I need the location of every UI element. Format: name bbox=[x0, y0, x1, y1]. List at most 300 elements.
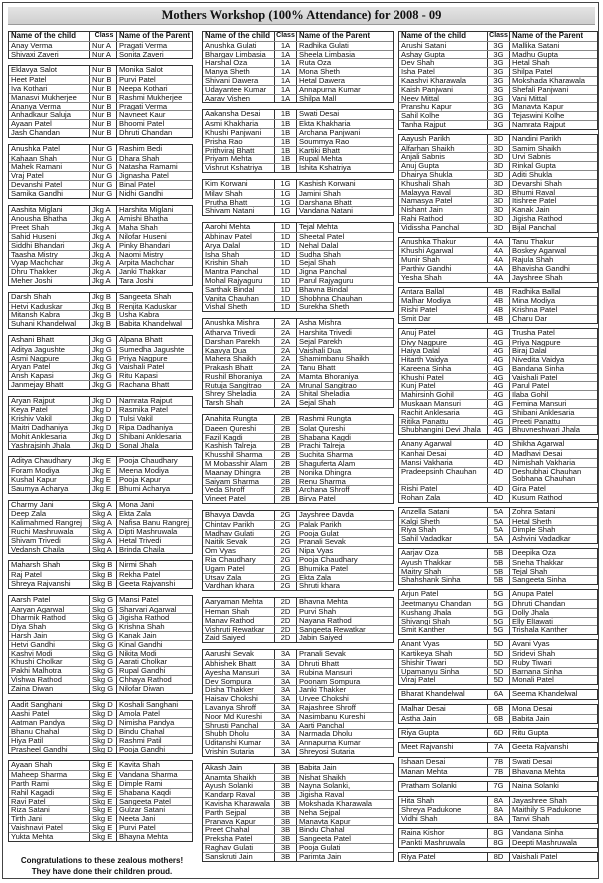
class-name: 2A bbox=[274, 382, 296, 390]
class-name: 2A bbox=[274, 338, 296, 346]
child-name: Ayaan Patel bbox=[11, 120, 52, 128]
child-name: Rohan Zala bbox=[401, 494, 441, 502]
parent-name: Hetal Trivedi bbox=[116, 537, 192, 545]
table-row bbox=[203, 146, 393, 155]
child-name: Vraj Patel bbox=[11, 172, 44, 180]
parent-name: Urvi Sabnis bbox=[509, 153, 597, 161]
parent-name: Nehal Dalal bbox=[296, 242, 393, 250]
table-row bbox=[9, 596, 192, 605]
child-name: Om Vyas bbox=[205, 547, 236, 556]
parent-name: Ekta Zala bbox=[116, 510, 192, 518]
class-name: Skg G bbox=[89, 632, 116, 640]
parent-name: Tulsi Vakil bbox=[116, 415, 192, 423]
table-row bbox=[203, 650, 393, 659]
parent-name: Dhruti Bhatt bbox=[296, 660, 393, 668]
table-row bbox=[9, 613, 192, 622]
child-name: Sahid Huseni bbox=[11, 232, 57, 241]
class-group-table bbox=[398, 439, 598, 503]
child-name: Lavanya Shroff bbox=[205, 703, 256, 712]
class-name: 4G bbox=[487, 400, 509, 408]
child-name: Shrusti Panchal bbox=[205, 721, 259, 730]
class-name: 3A bbox=[274, 748, 296, 756]
table-row bbox=[399, 534, 597, 543]
table-row bbox=[9, 761, 192, 770]
table-row bbox=[9, 823, 192, 832]
class-name: 2B bbox=[274, 478, 296, 486]
child-name: Vrishin Sutaria bbox=[205, 747, 255, 756]
table-row bbox=[9, 206, 192, 215]
table-row bbox=[203, 250, 393, 259]
child-name: Prithviraj Bhatt bbox=[205, 146, 255, 155]
class-name: 1B bbox=[274, 120, 296, 128]
table-row bbox=[399, 329, 597, 338]
table-row bbox=[399, 640, 597, 649]
class-name: Skg G bbox=[89, 623, 116, 631]
parent-name: Rasmika Patel bbox=[116, 406, 192, 414]
child-name: Aarsh Patel bbox=[11, 595, 51, 604]
table-row bbox=[399, 273, 597, 282]
parent-name: Archana Shroff bbox=[296, 486, 393, 494]
parent-name: Parimta Jain bbox=[296, 853, 393, 861]
class-group-table bbox=[202, 414, 394, 504]
class-name: Jkg A bbox=[89, 206, 116, 215]
class-name: 4G bbox=[487, 426, 509, 434]
class-name: 5D bbox=[487, 659, 509, 667]
table-row bbox=[203, 808, 393, 817]
child-name: Munir Shah bbox=[401, 256, 440, 264]
class-name: Jkg B bbox=[89, 293, 116, 302]
class-name: 3D bbox=[487, 145, 509, 153]
parent-name: Nimishah Vakharia bbox=[509, 459, 597, 467]
class-name: 4G bbox=[487, 339, 509, 347]
parent-name: Nirmi Shah bbox=[116, 561, 192, 570]
class-name: Nur B bbox=[89, 66, 116, 75]
header-parent-name: Name of the Parent bbox=[116, 32, 192, 41]
table-row bbox=[399, 179, 597, 188]
table-row bbox=[9, 579, 192, 588]
table-row bbox=[203, 319, 393, 328]
class-name: Jkg A bbox=[89, 242, 116, 250]
class-name: 1B bbox=[274, 129, 296, 137]
class-name: 8A bbox=[487, 797, 509, 806]
child-name: Aarav Vishen bbox=[205, 94, 251, 103]
child-name: Pranava Kapur bbox=[205, 817, 256, 826]
parent-name: Shaguferta Alam bbox=[296, 460, 393, 468]
parent-name: Brinda Chaila bbox=[116, 546, 192, 554]
child-name: Ayaan Shah bbox=[11, 761, 53, 770]
child-name: Rahil Kagadi bbox=[11, 788, 55, 797]
child-name: Aditya Chaudhary bbox=[11, 457, 72, 466]
class-group-table bbox=[8, 456, 193, 493]
table-row bbox=[203, 459, 393, 468]
child-name: Pakhi Malhotra bbox=[11, 667, 62, 675]
parent-name: Suchita Sharma bbox=[296, 451, 393, 459]
class-name: 5G bbox=[487, 618, 509, 626]
child-name: Utsav Zala bbox=[205, 573, 242, 582]
child-name: Maitri Dadhaniya bbox=[11, 424, 68, 432]
table-row bbox=[399, 782, 597, 791]
attendance-column-2 bbox=[202, 31, 394, 862]
child-name: Sahil Vadadkar bbox=[401, 535, 452, 544]
parent-name: Bindu Chahal bbox=[296, 826, 393, 834]
table-row bbox=[399, 549, 597, 558]
child-name: Vidissha Panchal bbox=[401, 223, 460, 232]
child-name: Janmejay Bhatt bbox=[11, 380, 64, 389]
table-row bbox=[399, 484, 597, 493]
class-name: 2G bbox=[274, 565, 296, 573]
table-row bbox=[399, 675, 597, 684]
class-name: 2B bbox=[274, 469, 296, 477]
parent-name: Shreyosi Sutaria bbox=[296, 748, 393, 756]
class-name: 8D bbox=[487, 853, 509, 862]
parent-name: Koshali Sanghani bbox=[116, 701, 192, 710]
class-name: Jkg D bbox=[89, 406, 116, 414]
table-row bbox=[9, 484, 192, 493]
child-name: Parth Sejpal bbox=[205, 808, 247, 817]
child-name: Preet Chahal bbox=[205, 826, 250, 835]
class-name: 1D bbox=[274, 223, 296, 232]
parent-name: Aarti Panchal bbox=[296, 722, 393, 730]
table-row bbox=[9, 605, 192, 614]
parent-name: Annapurna Kumar bbox=[296, 86, 393, 94]
class-name: 7B bbox=[487, 768, 509, 776]
parent-name: Femina Mansuri bbox=[509, 400, 597, 408]
parent-name: Tanu Bhatt bbox=[296, 364, 393, 372]
class-name: 7B bbox=[487, 758, 509, 767]
parent-name: Bijal Panchal bbox=[509, 224, 597, 232]
parent-name: Mokshada Kharawala bbox=[296, 800, 393, 808]
child-name: Sarthak Bindal bbox=[205, 285, 255, 294]
child-name: Kanhai Desai bbox=[401, 450, 447, 458]
parent-name: Vandana Natani bbox=[296, 207, 393, 215]
table-row bbox=[9, 267, 192, 276]
parent-name: Mamta Bhoraniya bbox=[296, 373, 393, 381]
parent-name: Darshana Bhatt bbox=[296, 199, 393, 207]
child-name: Hetvi Gandhi bbox=[11, 640, 55, 649]
parent-name: Ritu Gupta bbox=[509, 729, 597, 738]
class-name: 2G bbox=[274, 538, 296, 546]
parent-name: Ishita Kshatriya bbox=[296, 164, 393, 172]
parent-name: Tejal Mehta bbox=[296, 223, 393, 232]
class-name: 4G bbox=[487, 382, 509, 390]
table-row bbox=[9, 84, 192, 93]
child-name: Vishruti Rewatkar bbox=[205, 625, 265, 634]
parent-name: Vandana Sharma bbox=[116, 771, 192, 779]
class-name: 3A bbox=[274, 722, 296, 730]
table-row bbox=[203, 346, 393, 355]
parent-name: Mona Sheth bbox=[296, 68, 393, 76]
child-name: Maitry Shah bbox=[401, 567, 442, 576]
child-name: Anushka Thakur bbox=[401, 237, 457, 246]
child-name: Ayush Solanki bbox=[205, 782, 253, 791]
header-class: Class bbox=[487, 32, 509, 41]
child-name: Kalgi Sheth bbox=[401, 517, 440, 526]
parent-name: Monali Patel bbox=[509, 676, 597, 684]
class-name: Jkg A bbox=[89, 268, 116, 276]
parent-name: Hetal Sheth bbox=[509, 518, 597, 526]
table-row bbox=[399, 196, 597, 205]
class-name: Skg G bbox=[89, 596, 116, 605]
class-name: 4D bbox=[487, 494, 509, 502]
child-name: Yukta Mehta bbox=[11, 832, 54, 841]
class-name: 2D bbox=[274, 626, 296, 634]
child-name: Preksha Patel bbox=[205, 835, 253, 843]
class-name: 1G bbox=[274, 180, 296, 189]
footer-line-1: Congratulations to these zealous mothers! bbox=[20, 856, 184, 865]
class-name: Nur B bbox=[89, 111, 116, 119]
class-name: 2A bbox=[274, 373, 296, 381]
parent-name: Jamini Shah bbox=[296, 190, 393, 198]
table-row bbox=[203, 94, 393, 103]
header-parent-name: Name of the Parent bbox=[296, 32, 393, 41]
class-name: 1B bbox=[274, 138, 296, 146]
class-name: 1B bbox=[274, 147, 296, 155]
child-name: Kavisha Kharawala bbox=[205, 799, 271, 808]
parent-name: Shabana Kaqdi bbox=[116, 789, 192, 797]
parent-name: Harshita Miglani bbox=[116, 206, 192, 215]
table-row bbox=[203, 834, 393, 843]
child-name: Charmy Jani bbox=[11, 500, 54, 509]
child-name: Ananya Verma bbox=[11, 102, 61, 111]
class-name: 1D bbox=[274, 277, 296, 285]
table-row bbox=[9, 362, 192, 371]
class-name: Skg E bbox=[89, 798, 116, 806]
class-name: Nur A bbox=[89, 42, 116, 50]
class-name: 3G bbox=[487, 95, 509, 103]
table-row bbox=[9, 162, 192, 171]
parent-name: Seema Khandelwal bbox=[509, 690, 597, 699]
parent-name: Renjita Kaduskar bbox=[116, 303, 192, 311]
table-row bbox=[9, 814, 192, 823]
class-name: 2A bbox=[274, 347, 296, 355]
class-name: 3B bbox=[274, 809, 296, 817]
parent-name: Bhumi Acharya bbox=[116, 485, 192, 493]
parent-name: Dolly Jhala bbox=[509, 609, 597, 617]
parent-name: Rashmi Rungta bbox=[296, 415, 393, 424]
child-name: Abhishek Bhatt bbox=[205, 660, 257, 668]
parent-name: Prachi Talreja bbox=[296, 442, 393, 450]
child-name: Aaryan Agarwal bbox=[11, 605, 65, 614]
child-name: Ayesha Mansuri bbox=[205, 668, 260, 677]
child-name: Udayantee Kumar bbox=[205, 85, 267, 94]
child-name: Bhanu Chahal bbox=[11, 727, 60, 736]
class-name: 2B bbox=[274, 486, 296, 494]
table-row bbox=[9, 414, 192, 423]
table-row bbox=[9, 302, 192, 311]
table-row bbox=[9, 797, 192, 806]
parent-name: Rubina Mansuri bbox=[296, 669, 393, 677]
child-name: Mantra Panchal bbox=[205, 268, 259, 276]
class-name: 3A bbox=[274, 660, 296, 668]
child-name: Aakansha Desai bbox=[205, 110, 261, 119]
table-row bbox=[9, 319, 192, 328]
parent-name: Kanak Jain bbox=[509, 206, 597, 214]
child-name: Prakash Bhatt bbox=[205, 364, 253, 372]
child-name: Mitansh Kabra bbox=[11, 311, 60, 320]
table-row bbox=[203, 573, 393, 582]
child-name: Rushil Bhoraniya bbox=[205, 372, 263, 381]
child-name: Anjali Sabnis bbox=[401, 153, 445, 162]
child-name: Dev Sompura bbox=[205, 677, 252, 686]
parent-name: Rashmi Patil bbox=[116, 737, 192, 745]
child-name: Kunj Patel bbox=[401, 382, 436, 391]
class-name: Jkg G bbox=[89, 355, 116, 363]
child-name: Zaid Saiyed bbox=[205, 634, 246, 643]
parent-name: Jayshree Shah bbox=[509, 274, 597, 282]
table-row bbox=[9, 50, 192, 59]
class-name: Skg G bbox=[89, 606, 116, 614]
table-row bbox=[203, 258, 393, 267]
child-name: Deep Zala bbox=[11, 510, 47, 519]
child-name: Aaryaman Mehta bbox=[205, 598, 263, 607]
parent-name: Urvee Chokshi bbox=[296, 695, 393, 703]
child-name: Aditya Jagushte bbox=[11, 345, 66, 354]
child-name: Kaashvi Kharawala bbox=[401, 76, 467, 85]
child-name: Raghav Gulati bbox=[205, 843, 254, 852]
child-name: Manan Mehta bbox=[401, 767, 448, 776]
class-name: 5G bbox=[487, 600, 509, 608]
table-row bbox=[9, 405, 192, 414]
child-name: Harsh Jain bbox=[11, 632, 48, 640]
child-name: Meher Joshi bbox=[11, 276, 53, 285]
class-name: 1D bbox=[274, 233, 296, 241]
parent-name: Deepika Oza bbox=[509, 549, 597, 558]
child-name: Tirth Jani bbox=[11, 815, 42, 823]
table-row bbox=[203, 337, 393, 346]
parent-name: Nilofar Diwan bbox=[116, 685, 192, 693]
table-row bbox=[399, 467, 597, 485]
table-row bbox=[203, 232, 393, 241]
parent-name: Pranali Sevak bbox=[296, 538, 393, 546]
child-name: Khushi Patel bbox=[401, 373, 444, 382]
class-name: 1G bbox=[274, 207, 296, 215]
table-row bbox=[9, 675, 192, 684]
class-name: Skg G bbox=[89, 676, 116, 684]
table-row bbox=[203, 607, 393, 616]
class-group-table bbox=[202, 109, 394, 173]
table-row bbox=[399, 67, 597, 76]
parent-name: Ilaba Gohil bbox=[509, 391, 597, 399]
child-name: Chintav Parikh bbox=[205, 520, 255, 529]
class-group-table bbox=[202, 597, 394, 643]
table-row bbox=[399, 743, 597, 752]
parent-name: Jayashree Shah bbox=[509, 797, 597, 806]
class-group-table bbox=[8, 144, 193, 199]
child-name: Sanskruti Jain bbox=[205, 852, 253, 861]
parent-name: Chhaya Rathod bbox=[116, 676, 192, 684]
class-name: 2D bbox=[274, 598, 296, 607]
child-name: Anousha Bhatha bbox=[11, 215, 68, 224]
child-name: Anushka Mishra bbox=[205, 319, 260, 328]
parent-name: Mokshada Kharawala bbox=[509, 77, 597, 85]
class-name: 3G bbox=[487, 77, 509, 85]
child-name: Foram Modiya bbox=[11, 467, 60, 476]
parent-name: Swati Desai bbox=[296, 110, 393, 119]
parent-name: Pragati Verma bbox=[116, 103, 192, 111]
child-name: Khushali Shah bbox=[401, 179, 450, 188]
class-name: 3D bbox=[487, 180, 509, 188]
table-row bbox=[9, 423, 192, 432]
parent-name: Rinkal Gupta bbox=[509, 162, 597, 170]
child-name: Anhadkaur Saluja bbox=[11, 111, 71, 120]
class-name: 4D bbox=[487, 468, 509, 485]
table-row bbox=[399, 425, 597, 434]
child-name: Kashish Talreja bbox=[205, 442, 257, 451]
table-row bbox=[203, 328, 393, 337]
child-name: Maheep Sharma bbox=[11, 771, 68, 779]
class-name: 3D bbox=[487, 135, 509, 144]
table-row bbox=[399, 758, 597, 767]
table-row bbox=[203, 154, 393, 163]
parent-name: Swati Desai bbox=[509, 758, 597, 767]
class-name: Skg G bbox=[89, 667, 116, 675]
class-name: 1D bbox=[274, 303, 296, 311]
parent-name: Amishi Bhatha bbox=[116, 215, 192, 223]
child-name: Ugam Patel bbox=[205, 564, 245, 573]
table-row bbox=[399, 296, 597, 305]
parent-name: Rekha Patel bbox=[116, 571, 192, 579]
parent-name: Aditi Shukla bbox=[509, 171, 597, 179]
parent-name: Madhu Gupta bbox=[509, 51, 597, 59]
child-name: Aryan Rajput bbox=[11, 396, 55, 405]
child-name: Bhargav Limbasia bbox=[205, 50, 266, 59]
parent-name: Bhoomi Patel bbox=[116, 120, 192, 128]
child-name: Daeen Qureshi bbox=[205, 424, 257, 433]
child-name: Shahshank Sinha bbox=[401, 576, 461, 585]
class-group-table bbox=[398, 237, 598, 283]
table-row bbox=[399, 390, 597, 399]
parent-name: Gira Patel bbox=[509, 485, 597, 493]
table-row bbox=[203, 398, 393, 407]
child-name: Devanshi Patel bbox=[11, 180, 63, 189]
child-name: M Mobasshir Alam bbox=[205, 460, 268, 468]
parent-name: Ruta Oza bbox=[296, 59, 393, 67]
parent-name: Tanvi Shah bbox=[509, 815, 597, 823]
class-name: Jkg G bbox=[89, 363, 116, 371]
child-name: Krishiv Vakil bbox=[11, 415, 52, 424]
child-name: Muskaan Mansuri bbox=[401, 400, 461, 408]
table-row bbox=[9, 770, 192, 779]
class-name: 4A bbox=[487, 247, 509, 255]
class-name: 1A bbox=[274, 95, 296, 103]
parent-name: Radhika Gulati bbox=[296, 42, 393, 50]
child-name: Maharsh Shah bbox=[11, 561, 61, 570]
table-row bbox=[399, 223, 597, 232]
table-row bbox=[399, 714, 597, 723]
class-name: 3G bbox=[487, 86, 509, 94]
parent-name: Poonam Sompura bbox=[296, 678, 393, 686]
class-name: Nur G bbox=[89, 155, 116, 163]
parent-name: Radhika Ballal bbox=[509, 288, 597, 297]
child-name: Khushi Panjwani bbox=[205, 128, 262, 137]
table-row bbox=[203, 137, 393, 146]
class-name: Nur B bbox=[89, 129, 116, 137]
class-name: Skg E bbox=[89, 780, 116, 788]
class-name: Jkg D bbox=[89, 397, 116, 406]
parent-name: Tara Joshi bbox=[116, 277, 192, 285]
child-name: Shrey Sheladia bbox=[205, 390, 257, 399]
table-row bbox=[399, 144, 597, 153]
class-name: 5G bbox=[487, 626, 509, 634]
parent-name: Sonita Zaveri bbox=[116, 51, 192, 59]
table-row bbox=[9, 293, 192, 302]
parent-name: Nayna Solanki, bbox=[296, 782, 393, 790]
table-row bbox=[9, 345, 192, 354]
child-name: Shivangi Shah bbox=[401, 617, 450, 626]
table-row bbox=[9, 258, 192, 267]
class-name: 3B bbox=[274, 800, 296, 808]
parent-name: Nayana Rathod bbox=[296, 617, 393, 625]
